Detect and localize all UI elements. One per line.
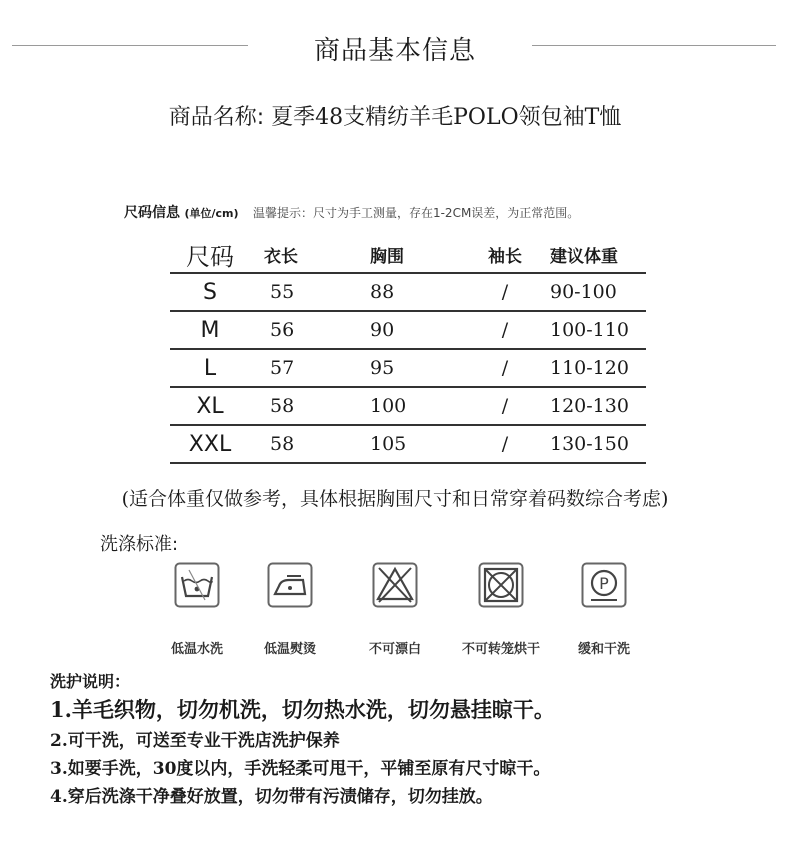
care-label-no-bleach: 不可漂白: [368, 642, 421, 657]
cell-length: 56: [250, 311, 370, 349]
cell-sleeve: /: [460, 349, 550, 387]
cell-length: 58: [250, 425, 370, 463]
care-label-gentle-dry-clean: 缓和干洗: [577, 642, 630, 657]
cell-sleeve: /: [460, 425, 550, 463]
cell-size: S: [170, 273, 250, 311]
wash-standard-title: 洗涤标准:: [100, 534, 179, 555]
header-sleeve: 袖长: [488, 247, 522, 267]
product-name: [0, 100, 790, 131]
svg-text:P: P: [599, 574, 609, 593]
no-bleach-icon: [372, 562, 418, 608]
cell-weight: 100-110: [550, 311, 646, 349]
cell-chest: 100: [370, 387, 460, 425]
care-line-4: 4.穿后洗涤干净叠好放置，切勿带有污渍储存，切勿挂放。: [50, 787, 493, 807]
gentle-dry-clean-icon: [581, 562, 627, 608]
cell-length: 58: [250, 387, 370, 425]
care-label-low-temp-wash: 低温水洗: [170, 642, 223, 657]
fit-note: (适合体重仅做参考，具体根据胸围尺寸和日常穿着码数综合考虑): [121, 488, 669, 510]
size-info-tip: 温馨提示：尺寸为手工测量，存在1-2CM误差，为正常范围。: [252, 206, 580, 220]
table-row: [170, 349, 646, 387]
header-chest: 胸围: [370, 247, 404, 267]
header-length: 衣长: [264, 247, 298, 267]
low-temp-wash-icon: [174, 562, 220, 608]
care-label-low-temp-iron: 低温熨烫: [263, 642, 316, 657]
table-row: [170, 273, 646, 311]
page-title: 商品基本信息: [313, 36, 476, 66]
size-info-unit: (单位/cm): [184, 207, 239, 220]
cell-weight: 110-120: [550, 349, 646, 387]
cell-weight: 120-130: [550, 387, 646, 425]
cell-size: M: [170, 311, 250, 349]
table-row: [170, 387, 646, 425]
table-row: [170, 311, 646, 349]
care-line-1: 1.羊毛织物，切勿机洗，切勿热水洗，切勿悬挂晾干。: [50, 697, 555, 722]
cell-length: 57: [250, 349, 370, 387]
header-size: 尺码: [186, 243, 234, 271]
cell-size: XL: [170, 387, 250, 425]
cell-chest: 105: [370, 425, 460, 463]
cell-size: XXL: [170, 425, 250, 463]
cell-chest: 95: [370, 349, 460, 387]
cell-weight: 90-100: [550, 273, 646, 311]
cell-weight: 130-150: [550, 425, 646, 463]
product-name-label: 商品名称:: [168, 105, 265, 130]
product-name-value: 夏季48支精纺羊毛POLO领包袖T恤: [271, 105, 622, 130]
size-info-title: 尺码信息: [124, 205, 180, 221]
header-rule-right: [532, 45, 776, 46]
cell-sleeve: /: [460, 311, 550, 349]
table-row: [170, 425, 646, 463]
cell-sleeve: /: [460, 387, 550, 425]
no-tumble-dry-icon: [478, 562, 524, 608]
cell-chest: 90: [370, 311, 460, 349]
header-rule-left: [12, 45, 248, 46]
size-table: [170, 237, 646, 464]
size-table-header: [170, 237, 646, 273]
size-info-line: [124, 202, 579, 222]
care-line-3: 3.如要手洗，30度以内，手洗轻柔可甩干，平铺至原有尺寸晾干。: [50, 759, 551, 779]
care-line-2: 2.可干洗，可送至专业干洗店洗护保养: [50, 731, 340, 751]
care-label-no-tumble-dry: 不可转笼烘干: [461, 642, 540, 657]
cell-chest: 88: [370, 273, 460, 311]
low-temp-iron-icon: [267, 562, 313, 608]
care-instructions-heading: 洗护说明：: [50, 672, 131, 691]
cell-sleeve: /: [460, 273, 550, 311]
header-weight: 建议体重: [550, 247, 618, 267]
cell-length: 55: [250, 273, 370, 311]
cell-size: L: [170, 349, 250, 387]
